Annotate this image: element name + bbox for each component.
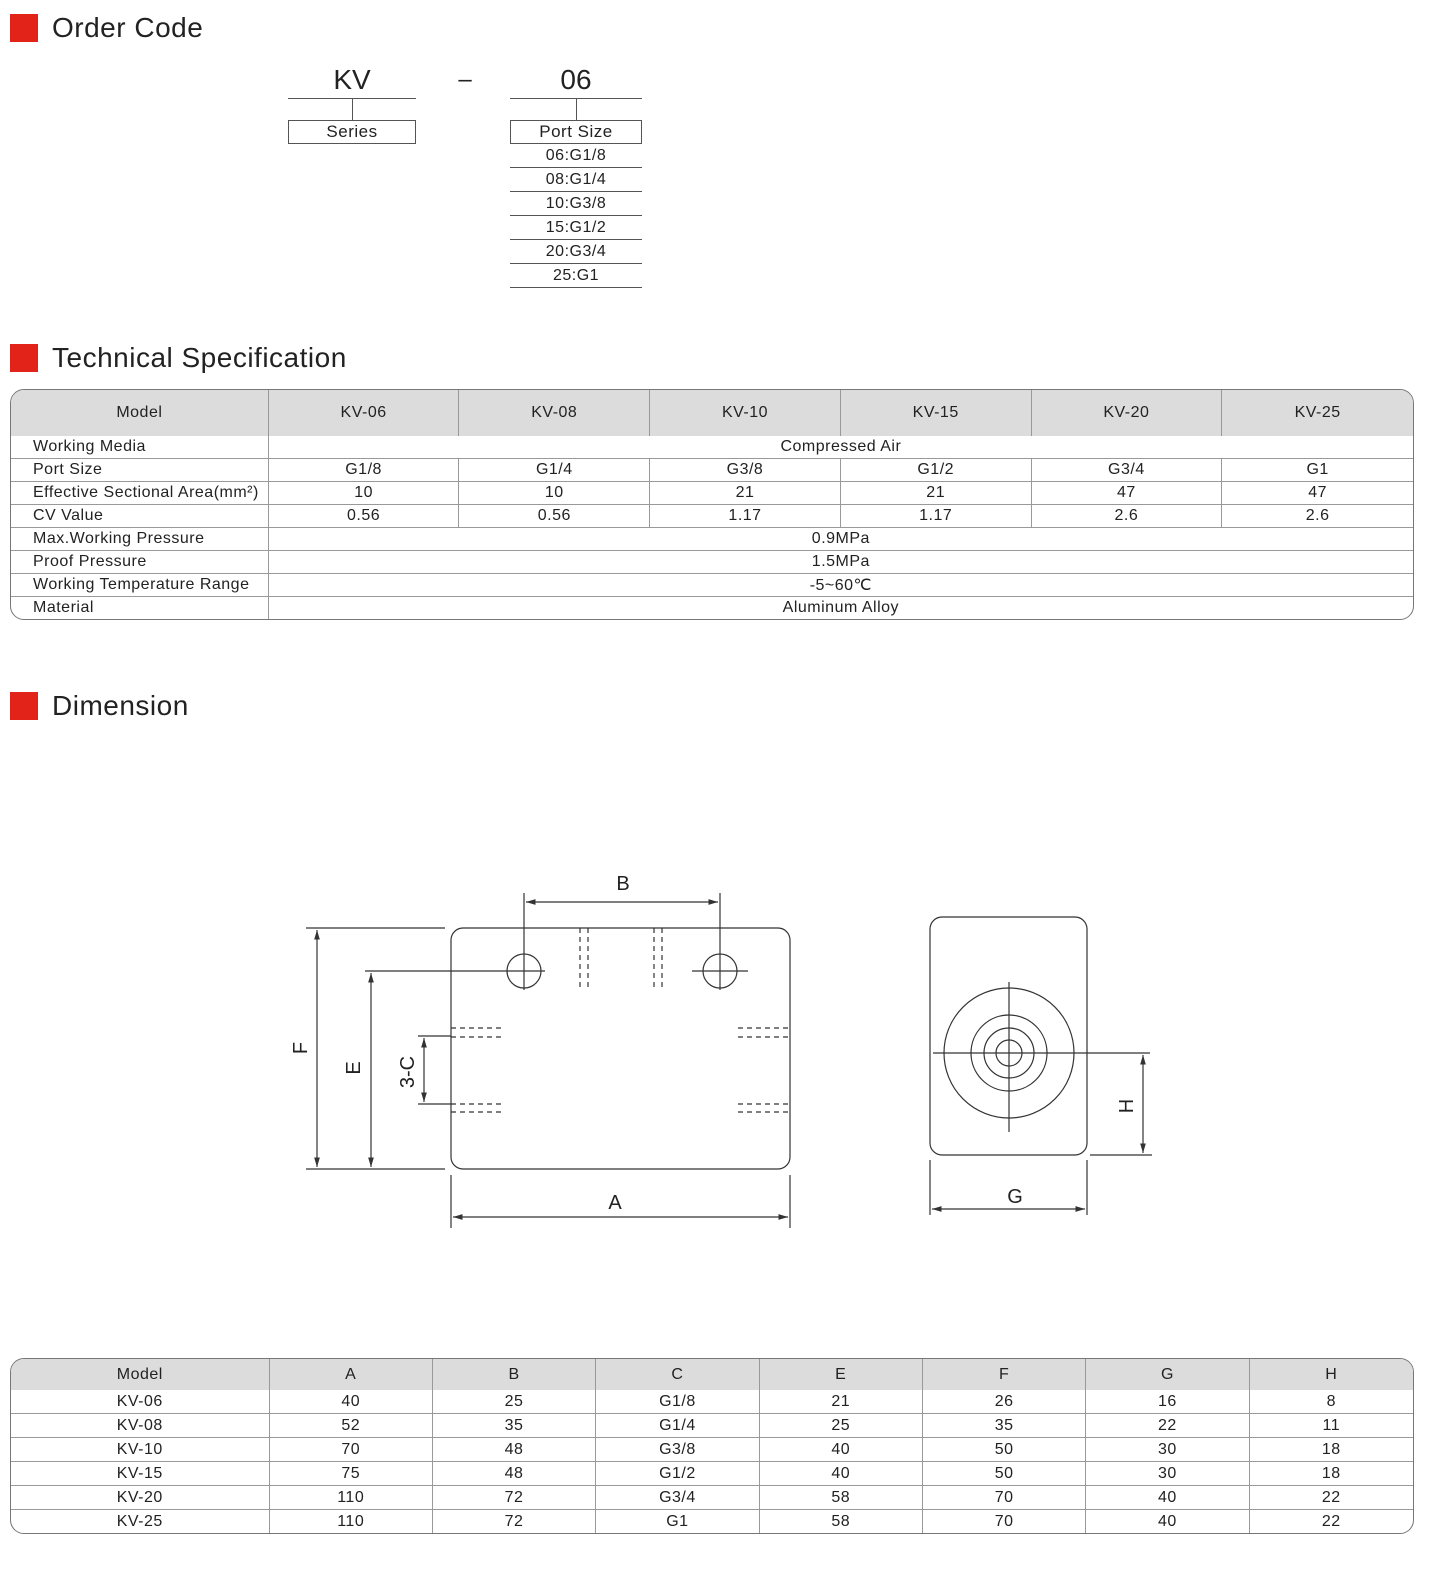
dim-label-h: H bbox=[1116, 1098, 1138, 1114]
spec-cell: 47 bbox=[1222, 482, 1413, 505]
dim-cell: 35 bbox=[923, 1414, 1086, 1438]
dim-row bbox=[11, 1462, 1413, 1486]
spec-row-label: CV Value bbox=[11, 505, 269, 528]
section-title-order-code: Order Code bbox=[52, 12, 204, 43]
dim-header-model: Model bbox=[11, 1359, 270, 1390]
spec-row-label: Proof Pressure bbox=[11, 551, 269, 574]
spec-cell: 0.9MPa bbox=[269, 528, 1413, 551]
dim-row bbox=[11, 1438, 1413, 1462]
spec-cell: -5~60℃ bbox=[269, 574, 1413, 597]
series-label-box: Series bbox=[288, 120, 416, 144]
dim-cell: 110 bbox=[270, 1510, 433, 1533]
dim-label-g: G bbox=[1007, 1186, 1023, 1208]
dim-cell: 22 bbox=[1086, 1414, 1249, 1438]
spec-cell: 1.5MPa bbox=[269, 551, 1413, 574]
dim-header-f: F bbox=[923, 1359, 1086, 1390]
dim-cell: 48 bbox=[433, 1462, 596, 1486]
dim-header-c: C bbox=[596, 1359, 759, 1390]
dim-row bbox=[11, 1390, 1413, 1414]
dim-cell: G1/8 bbox=[596, 1390, 759, 1414]
dim-row bbox=[11, 1510, 1413, 1533]
spec-header-kv-10: KV-10 bbox=[650, 390, 841, 436]
port-code: 06 bbox=[560, 64, 592, 95]
spec-cell: 0.56 bbox=[269, 505, 460, 528]
spec-row-label: Effective Sectional Area(mm²) bbox=[11, 482, 269, 505]
spec-cell: G1/2 bbox=[841, 459, 1032, 482]
port-size-option: 25:G1 bbox=[510, 264, 642, 288]
spec-cell: 2.6 bbox=[1222, 505, 1413, 528]
dim-cell: 50 bbox=[923, 1462, 1086, 1486]
dim-label-c: 3-C bbox=[397, 1055, 419, 1089]
dim-cell: KV-06 bbox=[11, 1390, 270, 1414]
dim-cell: 30 bbox=[1086, 1438, 1249, 1462]
dim-cell: 70 bbox=[923, 1510, 1086, 1533]
dim-cell: G3/8 bbox=[596, 1438, 759, 1462]
dim-cell: 8 bbox=[1250, 1390, 1413, 1414]
dim-header-g: G bbox=[1086, 1359, 1249, 1390]
dim-cell: KV-20 bbox=[11, 1486, 270, 1510]
spec-cell: 2.6 bbox=[1032, 505, 1223, 528]
dim-cell: 52 bbox=[270, 1414, 433, 1438]
dim-cell: G3/4 bbox=[596, 1486, 759, 1510]
dimension-table bbox=[10, 1358, 1414, 1534]
dim-row bbox=[11, 1414, 1413, 1438]
port-size-option: 15:G1/2 bbox=[510, 216, 642, 240]
dim-cell: 70 bbox=[923, 1486, 1086, 1510]
dim-cell: 72 bbox=[433, 1486, 596, 1510]
spec-cell: Compressed Air bbox=[269, 436, 1413, 459]
dim-cell: G1/2 bbox=[596, 1462, 759, 1486]
spec-header-kv-06: KV-06 bbox=[269, 390, 460, 436]
dim-cell: 40 bbox=[1086, 1486, 1249, 1510]
dim-cell: 72 bbox=[433, 1510, 596, 1533]
port-size-option: 10:G3/8 bbox=[510, 192, 642, 216]
spec-cell: 0.56 bbox=[459, 505, 650, 528]
dim-header-b: B bbox=[433, 1359, 596, 1390]
dim-cell: 25 bbox=[433, 1390, 596, 1414]
spec-cell: 10 bbox=[269, 482, 460, 505]
dim-cell: 50 bbox=[923, 1438, 1086, 1462]
dim-label-e: E bbox=[343, 1061, 365, 1075]
spec-row-label: Working Media bbox=[11, 436, 269, 459]
dim-cell: 40 bbox=[1086, 1510, 1249, 1533]
dim-cell: KV-08 bbox=[11, 1414, 270, 1438]
dim-label-a: A bbox=[608, 1192, 622, 1214]
dim-cell: 18 bbox=[1250, 1438, 1413, 1462]
dim-cell: 40 bbox=[760, 1438, 923, 1462]
dim-cell: G1 bbox=[596, 1510, 759, 1533]
dim-header-h: H bbox=[1250, 1359, 1413, 1390]
spec-row-label: Max.Working Pressure bbox=[11, 528, 269, 551]
spec-row-label: Port Size bbox=[11, 459, 269, 482]
dim-label-f: F bbox=[290, 1041, 312, 1055]
spec-cell: G1 bbox=[1222, 459, 1413, 482]
dim-cell: 16 bbox=[1086, 1390, 1249, 1414]
dim-cell: 58 bbox=[760, 1510, 923, 1533]
spec-cell: G1/8 bbox=[269, 459, 460, 482]
dim-cell: KV-25 bbox=[11, 1510, 270, 1533]
spec-header-model: Model bbox=[11, 390, 269, 436]
dim-cell: KV-10 bbox=[11, 1438, 270, 1462]
dim-cell: 110 bbox=[270, 1486, 433, 1510]
dim-cell: 22 bbox=[1321, 1512, 1341, 1530]
dim-cell: 70 bbox=[270, 1438, 433, 1462]
dim-cell: 58 bbox=[760, 1486, 923, 1510]
dim-label-b: B bbox=[616, 873, 630, 895]
port-size-option: 08:G1/4 bbox=[510, 168, 642, 192]
spec-row-label: Working Temperature Range bbox=[11, 574, 269, 597]
dim-cell: 48 bbox=[433, 1438, 596, 1462]
spec-cell: 21 bbox=[650, 482, 841, 505]
port-size-option: 20:G3/4 bbox=[510, 240, 642, 264]
dim-cell: 40 bbox=[760, 1462, 923, 1486]
dim-cell: 22 bbox=[1250, 1486, 1413, 1510]
dim-cell: 18 bbox=[1250, 1462, 1413, 1486]
spec-header-kv-08: KV-08 bbox=[459, 390, 650, 436]
dim-cell: 30 bbox=[1086, 1462, 1249, 1486]
spec-cell: 21 bbox=[841, 482, 1032, 505]
dim-header-e: E bbox=[760, 1359, 923, 1390]
spec-cell: Aluminum Alloy bbox=[782, 599, 900, 616]
dim-cell: 25 bbox=[760, 1414, 923, 1438]
dim-cell: 75 bbox=[270, 1462, 433, 1486]
front-view-body bbox=[451, 928, 790, 1169]
spec-header-kv-15: KV-15 bbox=[841, 390, 1032, 436]
spec-cell: 1.17 bbox=[650, 505, 841, 528]
section-title-dimension: Dimension bbox=[52, 690, 189, 721]
spec-cell: 10 bbox=[459, 482, 650, 505]
dim-row bbox=[11, 1486, 1413, 1510]
code-separator: – bbox=[458, 66, 472, 93]
series-code: KV bbox=[333, 64, 371, 95]
spec-header-kv-25: KV-25 bbox=[1222, 390, 1413, 436]
spec-cell: G1/4 bbox=[459, 459, 650, 482]
dim-cell: 26 bbox=[923, 1390, 1086, 1414]
dim-cell: 11 bbox=[1250, 1414, 1413, 1438]
spec-cell: G3/4 bbox=[1032, 459, 1223, 482]
port-size-option: 06:G1/8 bbox=[510, 144, 642, 168]
spec-header-kv-20: KV-20 bbox=[1032, 390, 1223, 436]
dim-cell: 40 bbox=[270, 1390, 433, 1414]
dim-cell: KV-15 bbox=[11, 1462, 270, 1486]
spec-cell: G3/8 bbox=[650, 459, 841, 482]
section-title-tech-spec: Technical Specification bbox=[52, 342, 347, 373]
port-size-label-box: Port Size bbox=[510, 120, 642, 144]
dim-cell: 21 bbox=[760, 1390, 923, 1414]
dim-cell: 35 bbox=[433, 1414, 596, 1438]
dim-cell: G1/4 bbox=[596, 1414, 759, 1438]
spec-cell: 47 bbox=[1032, 482, 1223, 505]
spec-cell: 1.17 bbox=[841, 505, 1032, 528]
dim-header-a: A bbox=[270, 1359, 433, 1390]
spec-row-label: Material bbox=[11, 597, 269, 619]
